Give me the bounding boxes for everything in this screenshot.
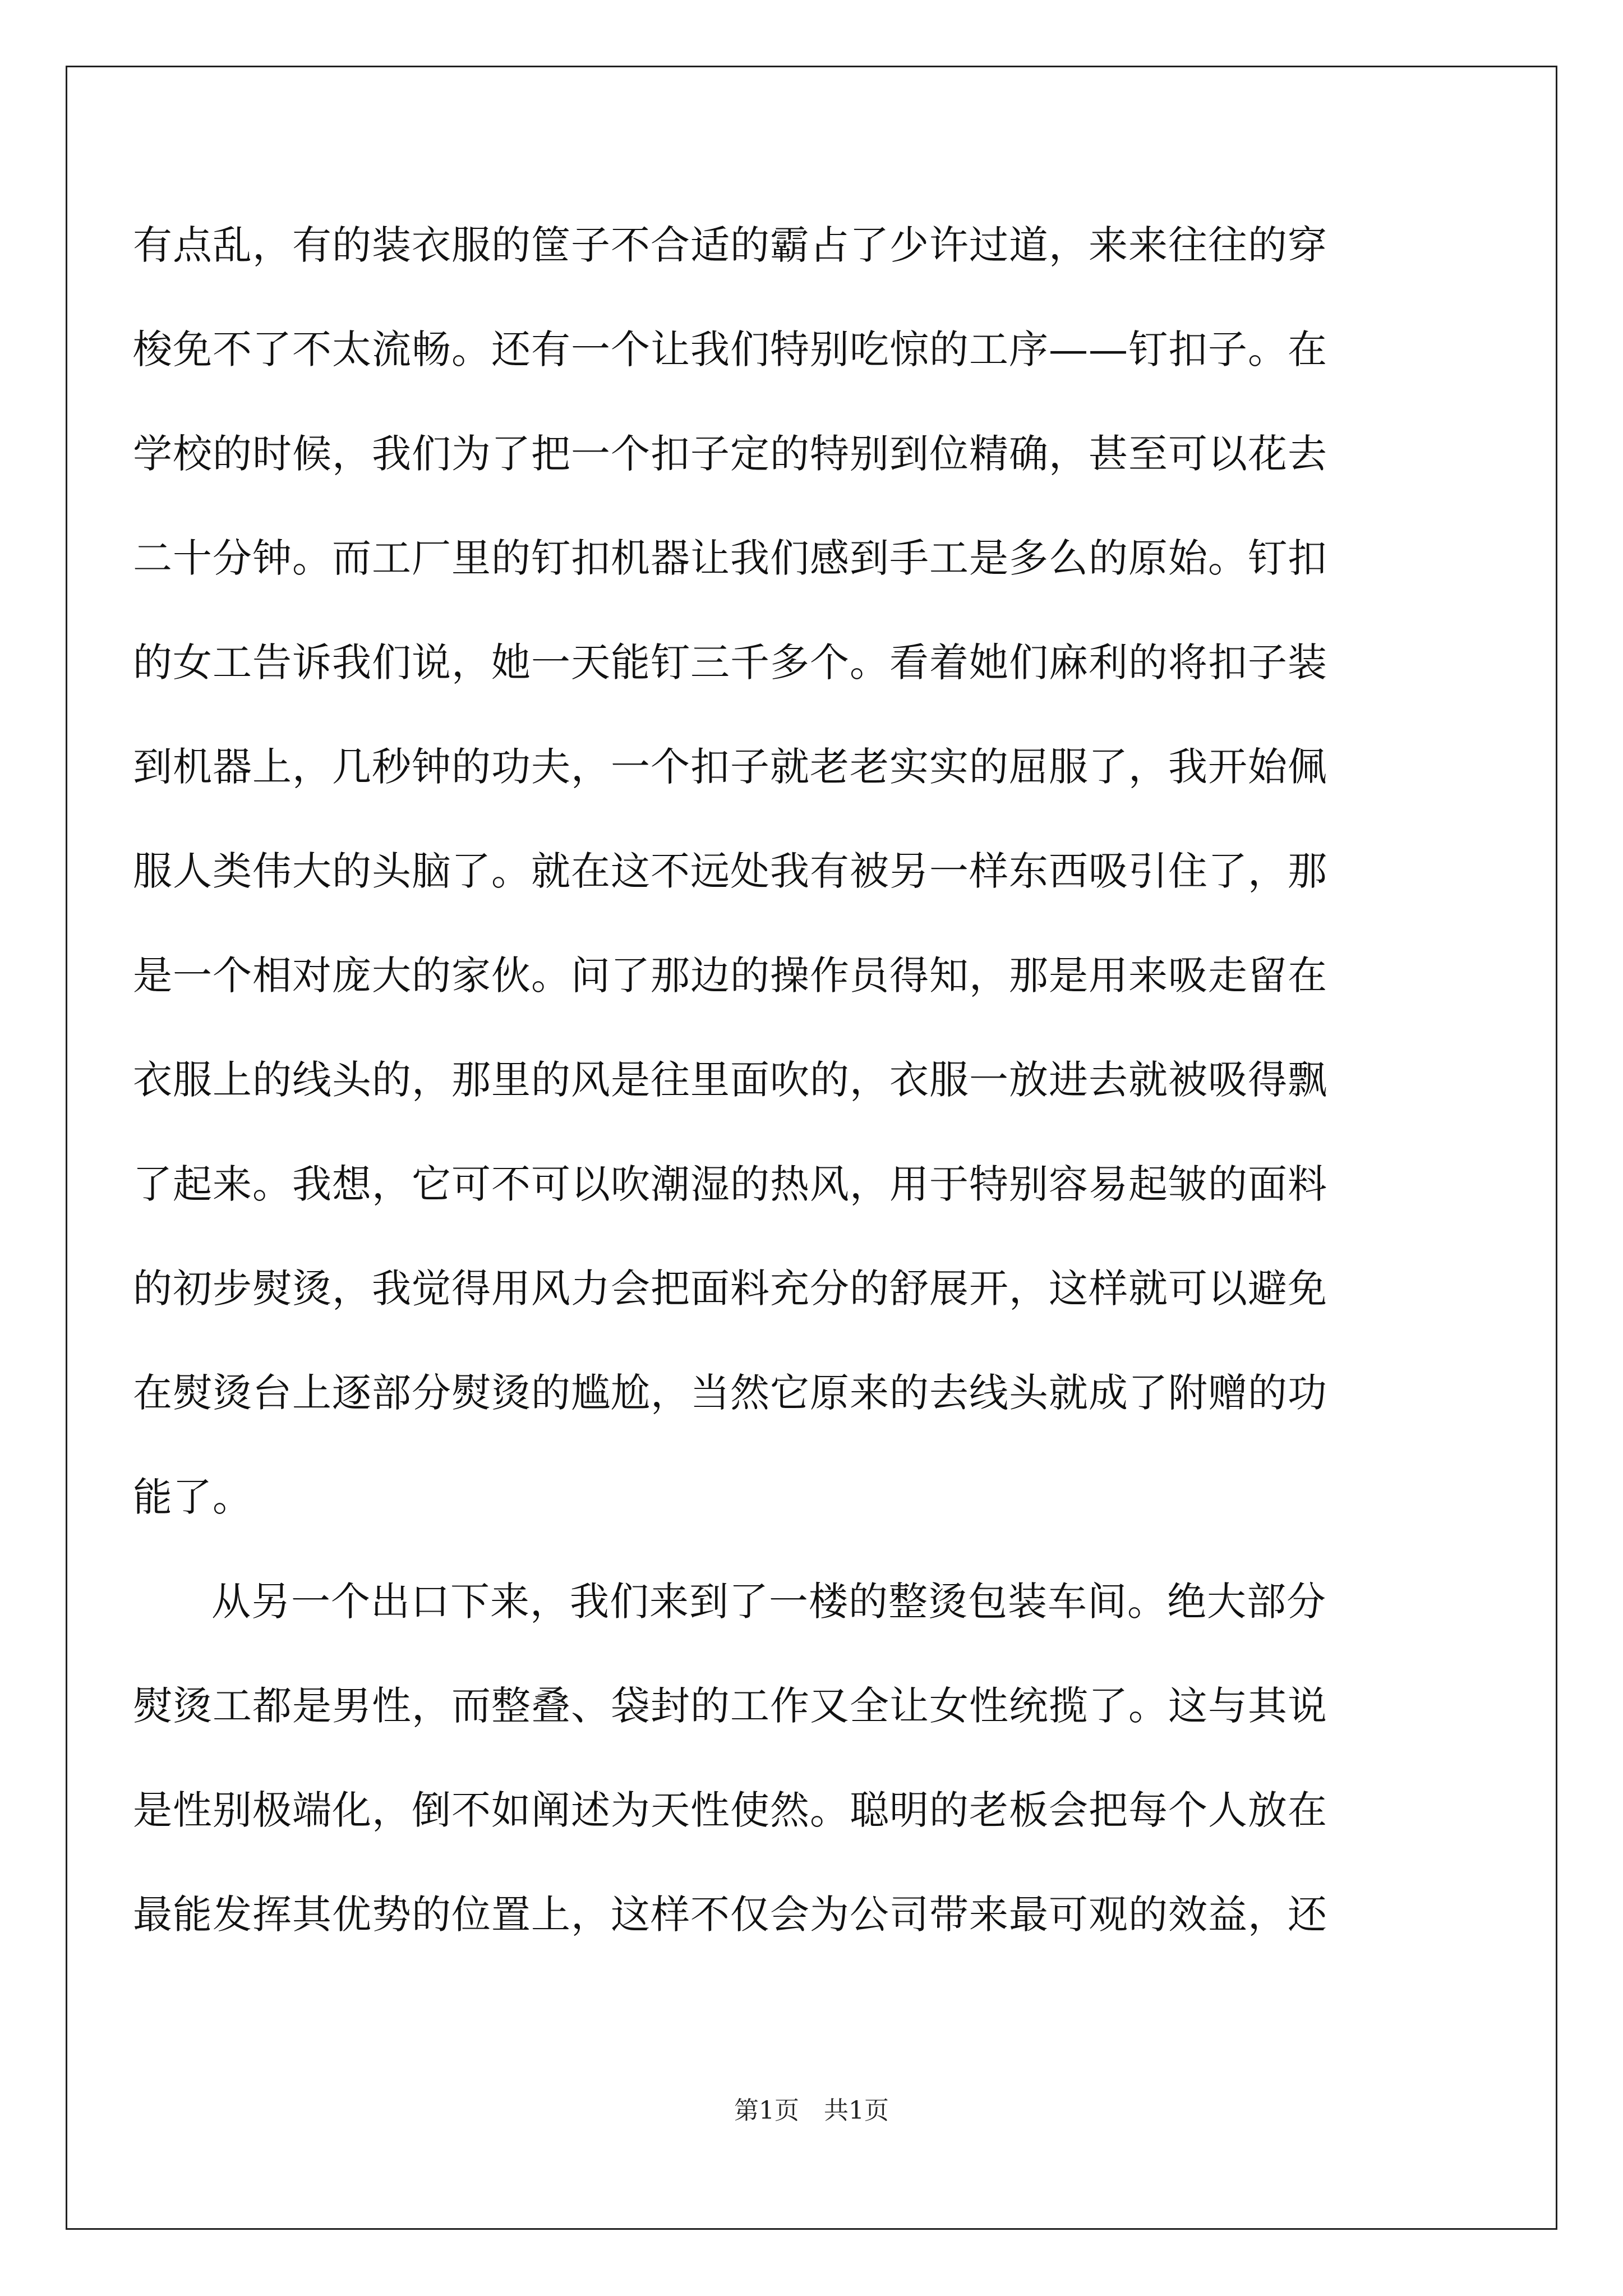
paragraph-1-line-5: 的女工告诉我们说，她一天能钉三千多个。看着她们麻利的将扣子装 [133,639,1327,685]
paragraph-1-line-12: 在熨烫台上逐部分熨烫的尴尬，当然它原来的去线头就成了附赠的功 [133,1370,1327,1416]
paragraph-1-line-3: 学校的时候，我们为了把一个扣子定的特别到位精确，甚至可以花去 [133,431,1327,477]
paragraph-1-line-9: 衣服上的线头的，那里的风是往里面吹的，衣服一放进去就被吸得飘 [133,1057,1327,1103]
page-number-footer: 第1页 共1页 [734,2096,889,2125]
paragraph-1-line-4: 二十分钟。而工厂里的钉扣机器让我们感到手工是多么的原始。钉扣 [133,535,1327,581]
paragraph-1-line-1: 有点乱，有的装衣服的筐子不合适的霸占了少许过道，来来往往的穿 [133,222,1327,268]
paragraph-2-line-3: 是性别极端化，倒不如阐述为天性使然。聪明的老板会把每个人放在 [133,1787,1327,1833]
paragraph-1-line-6: 到机器上，几秒钟的功夫，一个扣子就老老实实的屈服了，我开始佩 [133,744,1327,790]
paragraph-2-line-1: 从另一个出口下来，我们来到了一楼的整烫包装车间。绝大部分 [211,1579,1326,1625]
paragraph-1-line-13: 能了。 [133,1474,252,1520]
paragraph-1-line-7: 服人类伟大的头脑了。就在这不远处我有被另一样东西吸引住了，那 [133,848,1327,894]
paragraph-1-line-2: 梭免不了不太流畅。还有一个让我们特别吃惊的工序——钉扣子。在 [133,326,1327,372]
paragraph-1-line-10: 了起来。我想，它可不可以吹潮湿的热风，用于特别容易起皱的面料 [133,1161,1327,1207]
paragraph-2-line-4: 最能发挥其优势的位置上，这样不仅会为公司带来最可观的效益，还 [133,1892,1327,1938]
paragraph-1-line-8: 是一个相对庞大的家伙。问了那边的操作员得知，那是用来吸走留在 [133,953,1327,999]
paragraph-1-line-11: 的初步熨烫，我觉得用风力会把面料充分的舒展开，这样就可以避免 [133,1266,1327,1312]
paragraph-2-line-2: 熨烫工都是男性，而整叠、袋封的工作又全让女性统揽了。这与其说 [133,1683,1327,1729]
